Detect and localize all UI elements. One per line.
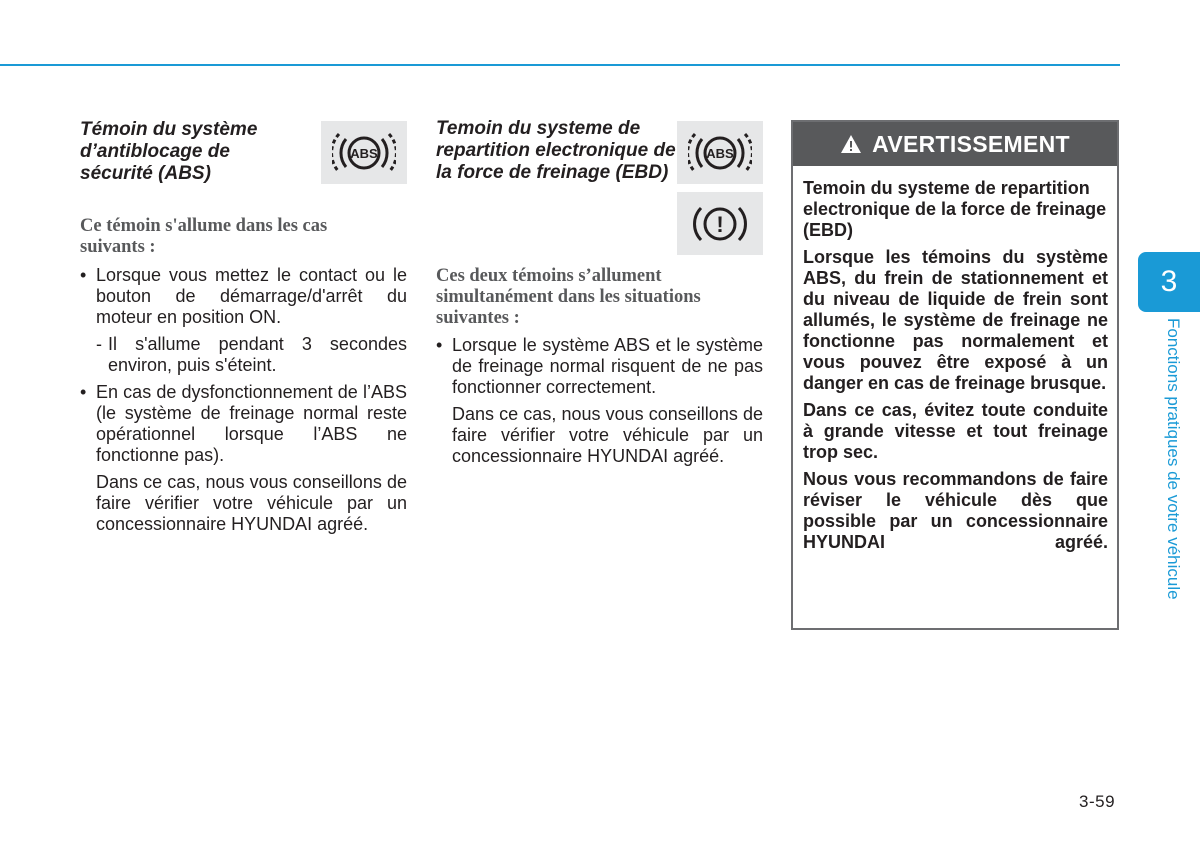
abs-bullet-1: • Lorsque vous mettez le contact ou le bouton de démarrage/d'arrêt du moteur en position ON. — [80, 265, 407, 328]
brake-icon-text: ! — [716, 211, 724, 237]
abs-warning-light-icon — [321, 121, 407, 184]
warning-header — [793, 122, 1117, 166]
page-number: 3-59 — [1079, 792, 1116, 811]
abs-bullet-2: • En cas de dysfonctionnement de l’ABS (le système de freinage normal reste opérationnel lorsque l’ABS ne fonctionne pas). — [80, 382, 407, 466]
warning-para-4: Nous vous recommandons de faire réviser le véhicule dès que possible par un concessionnaire HYUNDAI agréé. — [803, 469, 1108, 552]
warning-triangle-icon — [840, 134, 862, 154]
ebd-body — [436, 335, 763, 473]
ebd-heading: Temoin du systeme de repartition electronique de la force de freinage (EBD) — [436, 118, 676, 183]
warning-body — [793, 166, 1117, 553]
top-rule — [0, 64, 1120, 66]
ebd-bullet-1: • Lorsque le système ABS et le système de freinage normal risquent de ne pas fonctionner correctement. — [436, 335, 763, 398]
brake-warning-light-icon — [677, 192, 763, 255]
chapter-title: Fonctions pratiques de votre véhicule — [1164, 318, 1183, 600]
warning-box — [791, 120, 1119, 630]
abs-warning-light-icon-2 — [677, 121, 763, 184]
abs-heading: Témoin du système d’antiblocage de sécurité (ABS) — [80, 119, 258, 184]
warning-para-2: Lorsque les témoins du système ABS, du frein de stationnement et du niveau de liquide de frein sont allumés, le système de freinage ne fonctionne pas normalement et vous pouvez être exposé à un danger en cas de freinage brusque. — [803, 247, 1108, 393]
abs-icon-text-2: ABS — [706, 145, 734, 161]
abs-sub-item: - Il s'allume pendant 3 secondes environ, puis s'éteint. — [80, 334, 407, 376]
abs-intro: Ce témoin s'allume dans les cas suivants : — [80, 216, 328, 257]
warning-title: AVERTISSEMENT — [872, 130, 1070, 157]
chapter-tab: 3 — [1138, 252, 1200, 312]
warning-para-3: Dans ce cas, évitez toute conduite à grande vitesse et tout freinage trop sec. — [803, 400, 1108, 462]
ebd-intro: Ces deux témoins s’allument simultanément dans les situations suivantes : — [436, 266, 701, 328]
abs-paragraph: Dans ce cas, nous vous conseillons de faire vérifier votre véhicule par un concessionnaire HYUNDAI agréé. — [96, 472, 407, 534]
abs-body — [80, 265, 407, 541]
abs-icon-text: ABS — [350, 145, 378, 161]
ebd-paragraph: Dans ce cas, nous vous conseillons de faire vérifier votre véhicule par un concessionnaire HYUNDAI agréé. — [452, 404, 763, 466]
warning-para-1: Temoin du systeme de repartition electronique de la force de freinage (EBD) — [803, 178, 1107, 240]
